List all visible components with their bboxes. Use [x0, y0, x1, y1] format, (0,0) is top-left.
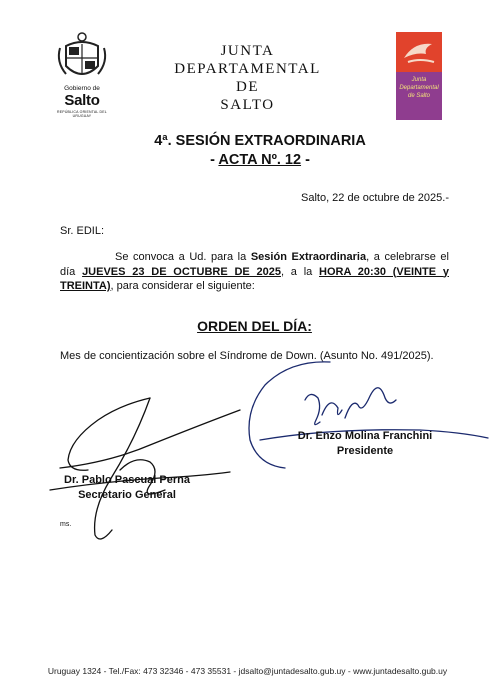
institution-title-line: DE	[236, 79, 259, 95]
junta-departamental-logo	[396, 32, 442, 120]
secretary-signature-block	[52, 473, 202, 503]
acta-line	[100, 151, 420, 170]
session-title	[100, 132, 420, 170]
convocation-text: , para considerar el siguiente:	[110, 280, 255, 292]
junta-logo-emblem	[396, 32, 442, 72]
session-name: 4ª. SESIÓN EXTRAORDINARIA	[154, 133, 366, 149]
footer-contact: Uruguay 1324 - Tel./Fax: 473 32346 - 473 35531 - jdsalto@juntadesalto.gub.uy - www.juntadesalto.gub.uy	[47, 666, 448, 676]
gobierno-de-salto-logo	[52, 30, 112, 120]
junta-logo-line2: Departamental	[399, 85, 439, 91]
session-type: Sesión Extraordinaria	[250, 251, 367, 263]
secretary-role: Secretario General	[78, 489, 176, 501]
institution-title-line: JUNTA	[220, 43, 275, 59]
president-name: Dr. Enzo Molina Franchini	[297, 430, 433, 442]
agenda-title: ORDEN DEL DÍA:	[197, 318, 312, 334]
gov-logo-line2: Salto	[64, 92, 100, 109]
salutation: Sr. EDIL:	[60, 225, 105, 237]
convocation-paragraph	[60, 250, 449, 294]
junta-logo-label	[398, 76, 440, 100]
convocation-text: , a la	[280, 265, 320, 278]
coat-of-arms-icon	[52, 30, 112, 85]
institution-title	[150, 42, 345, 114]
session-day: JUEVES 23 DE OCTUBRE DE 2025	[82, 265, 281, 278]
president-role: Presidente	[336, 445, 394, 457]
agenda-item: Mes de concientización sobre el Síndrome de Down. (Asunto No. 491/2025).	[60, 350, 434, 362]
acta-suffix: -	[301, 152, 310, 168]
place-date: Salto, 22 de octubre de 2025.-	[301, 192, 449, 204]
session-time: HORA 20:30 (VEINTE y TREINTA)	[60, 265, 449, 292]
institution-title-line: DEPARTAMENTAL	[174, 61, 321, 77]
president-signature-block	[270, 429, 460, 459]
junta-logo-line1: Junta	[411, 77, 427, 83]
convocation-text: , a celebrarse el día	[60, 251, 449, 278]
junta-logo-line3: de Salto	[407, 93, 431, 99]
institution-title-line: SALTO	[220, 97, 275, 113]
gov-logo-line1: Gobierno de	[64, 85, 100, 92]
acta-number: ACTA Nº. 12	[218, 152, 302, 168]
acta-prefix: -	[210, 152, 219, 168]
convocation-text: Se convoca a Ud. para la	[115, 251, 251, 263]
secretary-signature	[50, 398, 240, 539]
secretary-name: Dr. Pablo Pascual Perna	[64, 474, 190, 486]
bird-icon	[396, 32, 442, 72]
gov-logo-line3: REPÚBLICA ORIENTAL DEL URUGUAY	[57, 110, 107, 118]
typist-initials: ms.	[60, 521, 72, 528]
